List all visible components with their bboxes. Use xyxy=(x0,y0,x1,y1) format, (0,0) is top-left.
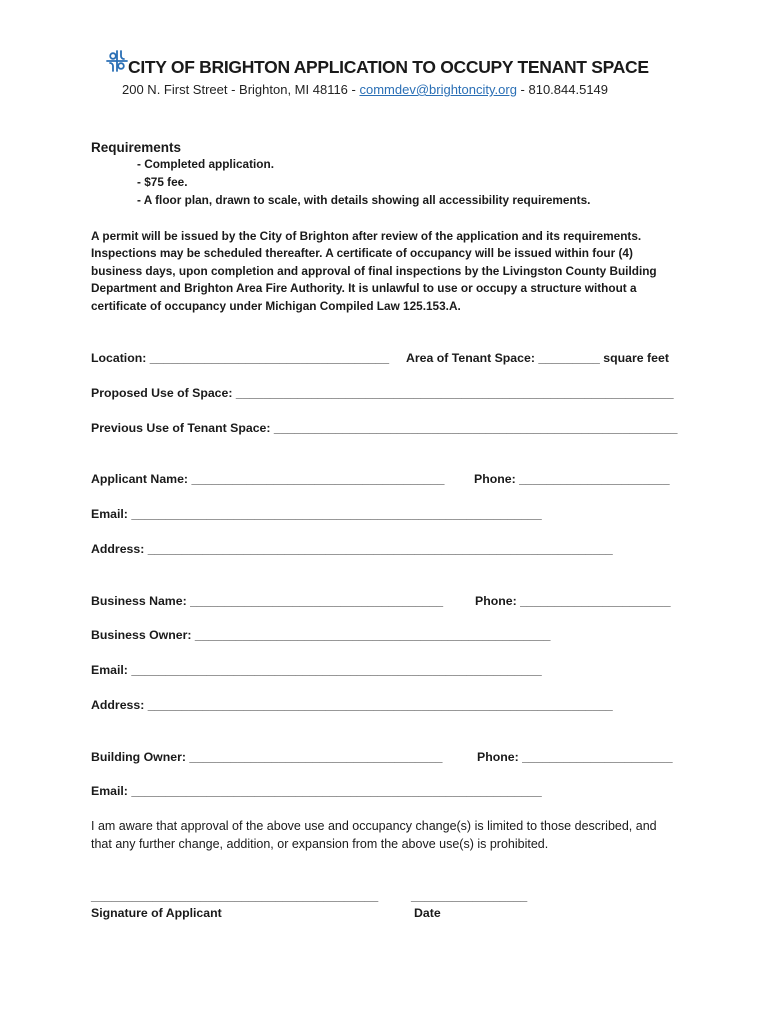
paragraph-line: Department and Brighton Area Fire Authority. It is unlawful to use or occupy a structure without a xyxy=(91,281,637,296)
location-field[interactable]: Location: ___________________________________ xyxy=(91,351,390,365)
form-title: CITY OF BRIGHTON APPLICATION TO OCCUPY TENANT SPACE xyxy=(128,57,649,77)
signature-line[interactable]: __________________________________________ xyxy=(91,889,379,903)
building-phone-field[interactable]: Phone: ______________________ xyxy=(477,750,673,764)
email-link[interactable]: commdev@brightoncity.org xyxy=(359,82,517,97)
paragraph-line: certificate of occupancy under Michigan Compiled Law 125.153.A. xyxy=(91,298,461,313)
business-email-field[interactable]: Email: ____________________________________________________________ xyxy=(91,663,542,677)
statement-line: I am aware that approval of the above use and occupancy change(s) is limited to those described, and xyxy=(91,819,657,833)
applicant-phone-field[interactable]: Phone: ______________________ xyxy=(474,472,670,486)
paragraph-line: business days, upon completion and approval of final inspections by the Livingston County Building xyxy=(91,263,657,278)
building-owner-field[interactable]: Building Owner: _____________________________________ xyxy=(91,750,443,764)
business-owner-field[interactable]: Business Owner: ____________________________________________________ xyxy=(91,628,551,642)
date-label: Date xyxy=(414,906,441,920)
phone-text: - 810.844.5149 xyxy=(516,82,609,97)
date-line[interactable]: _________________ xyxy=(411,889,528,903)
permit-paragraph xyxy=(91,228,691,315)
requirement-item: - $75 fee. xyxy=(137,175,188,189)
paragraph-line: Inspections may be scheduled thereafter. A certificate of occupancy will be issued within four (4) xyxy=(91,246,633,261)
requirement-item: - A floor plan, drawn to scale, with details showing all accessibility requirements. xyxy=(137,193,591,207)
requirements-heading: Requirements xyxy=(91,140,182,155)
business-address-field[interactable]: Address: ____________________________________________________________________ xyxy=(91,698,613,712)
statement-line: that any further change, addition, or expansion from the above use(s) is prohibited. xyxy=(91,836,549,851)
paragraph-line: A permit will be issued by the City of Brighton after review of the application and its requirements. xyxy=(91,229,642,243)
business-phone-field[interactable]: Phone: ______________________ xyxy=(475,594,671,608)
previous-use-field[interactable]: Previous Use of Tenant Space: ___________________________________________________________ xyxy=(91,421,678,435)
requirement-item: - Completed application. xyxy=(137,157,274,171)
area-field[interactable]: Area of Tenant Space: _________ square feet xyxy=(406,351,669,365)
contact-line xyxy=(122,82,608,97)
applicant-email-field[interactable]: Email: ____________________________________________________________ xyxy=(91,507,542,521)
city-logo-icon xyxy=(104,48,130,74)
applicant-name-field[interactable]: Applicant Name: _____________________________________ xyxy=(91,472,445,486)
building-email-field[interactable]: Email: ____________________________________________________________ xyxy=(91,784,542,798)
proposed-use-field[interactable]: Proposed Use of Space: ________________________________________________________________ xyxy=(91,386,674,400)
business-name-field[interactable]: Business Name: _____________________________________ xyxy=(91,594,444,608)
address-text: 200 N. First Street - Brighton, MI 48116 - xyxy=(122,82,360,97)
awareness-statement xyxy=(91,818,657,853)
signature-label: Signature of Applicant xyxy=(91,906,222,920)
applicant-address-field[interactable]: Address: ____________________________________________________________________ xyxy=(91,542,613,556)
